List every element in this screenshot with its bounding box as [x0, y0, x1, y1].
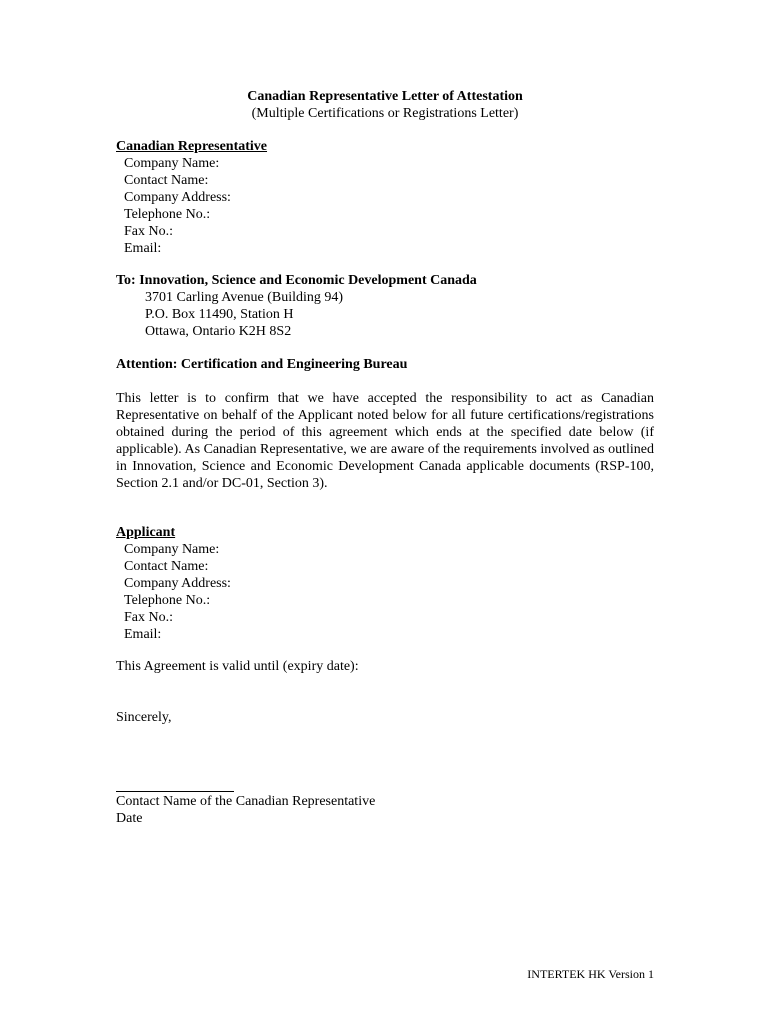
- signature-name-line: Contact Name of the Canadian Representative: [116, 794, 376, 809]
- footer-version: INTERTEK HK Version 1: [527, 967, 654, 981]
- canadian-rep-field: Telephone No.:: [124, 207, 211, 222]
- applicant-heading: Applicant: [116, 525, 176, 540]
- closing-line: Sincerely,: [116, 710, 172, 725]
- applicant-field: Contact Name:: [124, 559, 209, 574]
- signature-block: [116, 774, 654, 827]
- address-line: P.O. Box 11490, Station H: [145, 307, 294, 322]
- document-subtitle: (Multiple Certifications or Registrations Letter): [251, 106, 519, 121]
- address-line: Ottawa, Ontario K2H 8S2: [145, 324, 292, 339]
- recipient-section: [116, 272, 654, 340]
- title-block: [0, 88, 770, 122]
- canadian-rep-field: Contact Name:: [124, 173, 209, 188]
- applicant-field: Telephone No.:: [124, 593, 211, 608]
- signature-line: [116, 790, 234, 792]
- body-paragraph: This letter is to confirm that we have accepted the responsibility to act as Canadian Representative on behalf of the Applicant noted below for all future certifications/registrations obtained during the period of this agreement which ends at the specified date below (if applicable). As Canadian Representative, we are aware of the requirements involved as outlined in Innovation, Science and Economic Development Canada applicable documents (RSP-100, Section 2.1 and/or DC-01, Section 3).: [116, 391, 654, 491]
- applicant-field: Email:: [124, 627, 162, 642]
- attention-line: Attention: Certification and Engineering Bureau: [116, 357, 408, 372]
- document-title: Canadian Representative Letter of Attestation: [247, 89, 523, 104]
- recipient-line: [116, 272, 654, 289]
- canadian-rep-field: Email:: [124, 241, 162, 256]
- canadian-rep-heading: Canadian Representative: [116, 139, 268, 154]
- canadian-rep-section: [116, 138, 654, 257]
- applicant-field: Company Name:: [124, 542, 220, 557]
- canadian-rep-field: Company Address:: [124, 190, 231, 205]
- to-label: To:: [116, 273, 136, 288]
- applicant-section: [116, 524, 654, 643]
- address-line: 3701 Carling Avenue (Building 94): [145, 290, 344, 305]
- recipient-org: Innovation, Science and Economic Development Canada: [139, 273, 477, 288]
- applicant-field: Fax No.:: [124, 610, 173, 625]
- canadian-rep-field: Company Name:: [124, 156, 220, 171]
- applicant-field: Company Address:: [124, 576, 231, 591]
- validity-line: This Agreement is valid until (expiry date):: [116, 659, 359, 674]
- signature-date-line: Date: [116, 811, 143, 826]
- canadian-rep-field: Fax No.:: [124, 224, 173, 239]
